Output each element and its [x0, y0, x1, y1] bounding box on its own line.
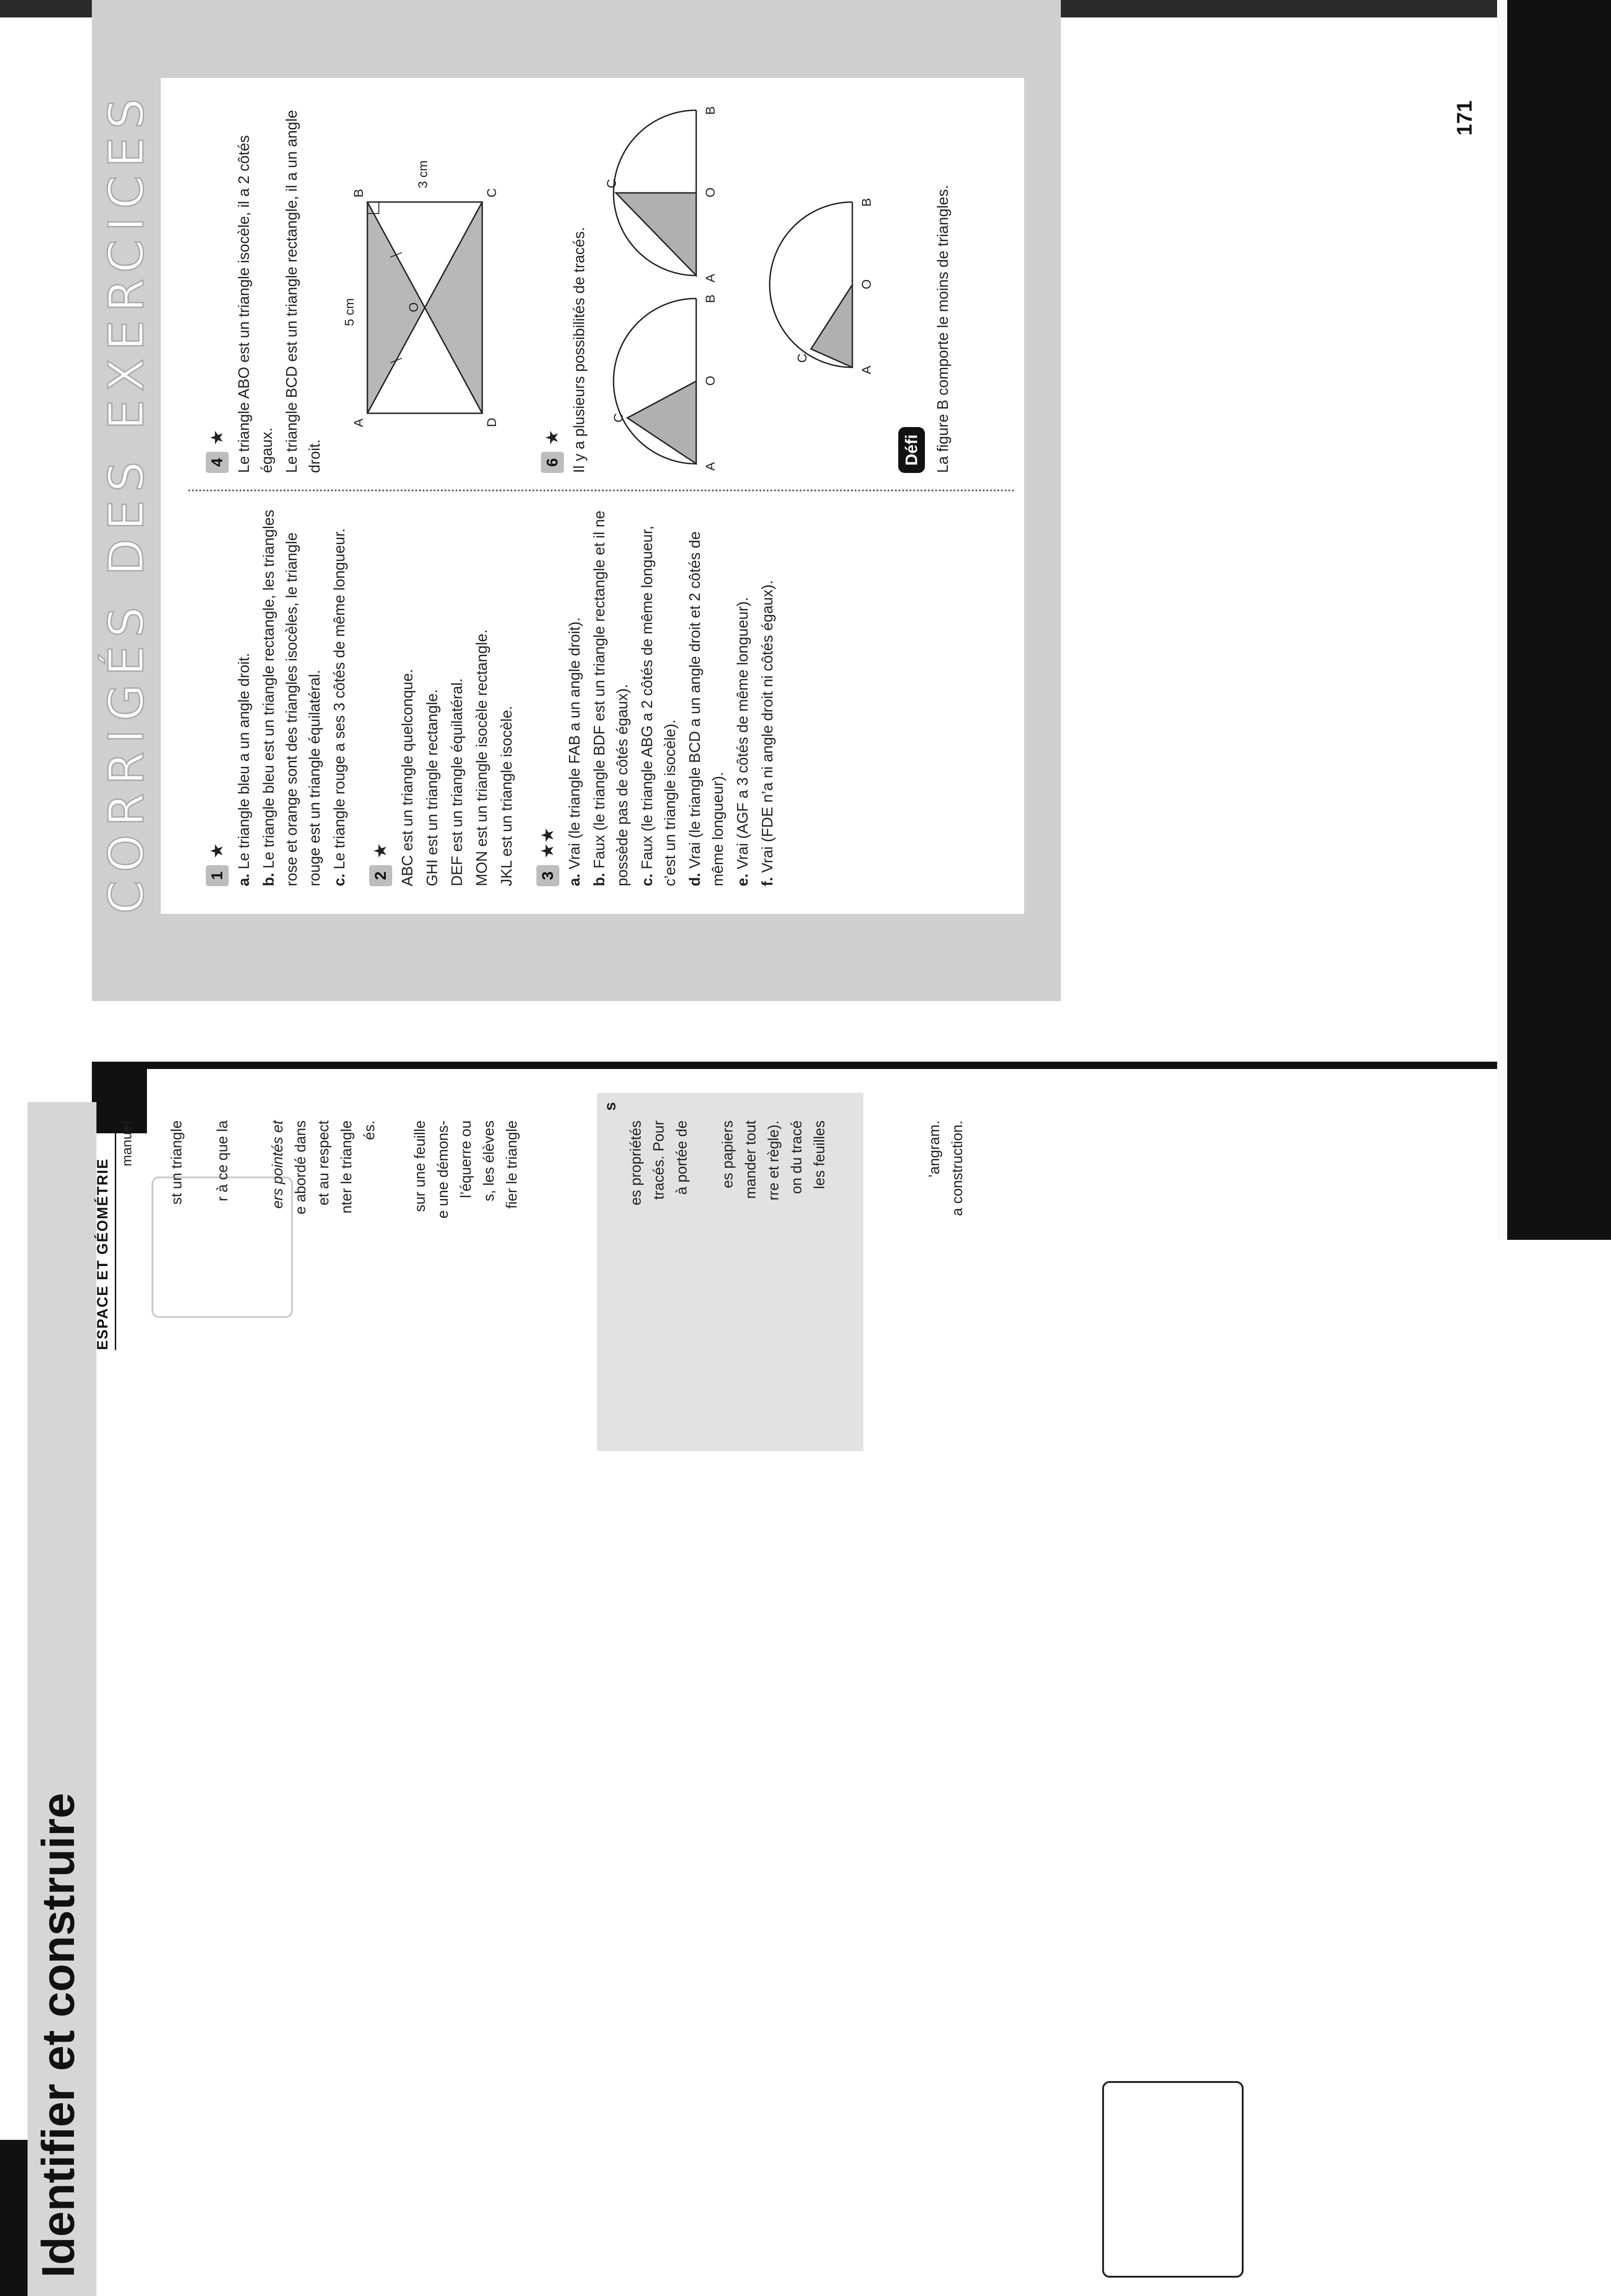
answer-tag: a.: [235, 873, 252, 886]
difficulty-stars: ★: [208, 843, 227, 859]
exercise-header: [541, 96, 564, 473]
answer-line: Le triangle BCD est un triangle rectangle, il a un angle droit.: [283, 110, 323, 473]
answer-text: Vrai (le triangle BCD a un angle droit et 2 côtés de même longueur).: [686, 531, 726, 886]
label-o: O: [703, 376, 717, 386]
exercise-header: [206, 510, 229, 886]
label-b: B: [859, 198, 873, 207]
defi-section: [880, 96, 954, 473]
lesson-fragment: és.: [361, 1120, 377, 1140]
answer-line: ABC est un triangle quelconque.: [399, 669, 416, 886]
answer-line: MON est un triangle isocèle rectangle.: [473, 629, 490, 886]
label-b: B: [703, 294, 717, 303]
answer-tag: d.: [686, 872, 703, 886]
triangle-aoc-3: [811, 285, 852, 367]
label-o: O: [406, 302, 421, 312]
exercise-number: 2: [369, 865, 392, 886]
answer-text: Vrai (le triangle FAB a un angle droit).: [566, 617, 583, 870]
lesson-fragment: nter le triangle: [338, 1120, 355, 1214]
label-a: A: [859, 366, 873, 374]
answer-line: [563, 510, 586, 886]
answer-tag: b.: [591, 872, 608, 886]
answer-text: Faux (le triangle ABG a 2 côtés de même longueur, c’est un triangle isocèle).: [638, 525, 678, 886]
exercise-2: [369, 510, 518, 886]
answers-title: CORRIGÉS DES EXERCICES: [98, 90, 154, 914]
lesson-fragment: sur une feuille: [411, 1120, 428, 1212]
answer-text: Vrai (AGF a 3 côtés de même longueur).: [734, 597, 751, 870]
answer-text: Faux (le triangle BDF est un triangle rectangle et il ne possède pas de côtés égaux).: [591, 510, 631, 886]
label-c: C: [611, 413, 625, 422]
label-a: A: [351, 418, 366, 427]
lesson-fragment: e une démons-: [434, 1120, 451, 1219]
semicircle-figures: [595, 96, 880, 473]
answer-line: [683, 510, 729, 886]
lesson-fragment: ers pointés et: [269, 1120, 286, 1209]
triangle-aoc-2: [616, 193, 696, 276]
exercise-6: [541, 96, 880, 473]
answer-tag: c.: [331, 873, 348, 886]
label-a: A: [703, 462, 717, 471]
lesson-manuel: manuel: [119, 1121, 135, 1166]
lesson-fragment: fier le triangle: [503, 1120, 520, 1209]
exercise-4: [206, 96, 524, 473]
label-a: A: [703, 274, 717, 282]
answers-left-column: [188, 510, 781, 886]
lesson-fragment: s, les élèves: [480, 1120, 497, 1202]
answer-line: [588, 510, 634, 886]
lesson-fragment: l’équerre ou: [457, 1120, 474, 1198]
answer-text: Le triangle bleu a un angle droit.: [235, 653, 252, 870]
answer-text: Vrai (FDE n’a ni angle droit ni côtés égaux).: [759, 580, 776, 873]
answer-line: [257, 510, 326, 886]
exercise-header: [369, 510, 392, 886]
lesson-box-fragment: es propriétés: [627, 1120, 644, 1205]
shaded-triangle-bottom: [425, 202, 482, 413]
answer-line: DEF est un triangle équilatéral.: [448, 678, 465, 886]
lesson-fragment: e abordé dans: [292, 1120, 309, 1215]
height-label: 3 cm: [416, 160, 430, 188]
exercise-3: [536, 510, 779, 886]
label-o: O: [859, 279, 873, 289]
difficulty-stars: ★: [371, 843, 390, 859]
defi-answer: La figure B comporte le moins de triangles.: [934, 185, 951, 473]
lesson-fragment: r à ce que la: [214, 1120, 231, 1202]
width-label: 5 cm: [342, 298, 356, 326]
column-divider: [188, 490, 1015, 491]
answer-line: [636, 510, 682, 886]
book-fold-line: [92, 1062, 1497, 1069]
answer-tag: b.: [260, 872, 277, 886]
answer-line: [756, 510, 779, 886]
exercise-header: [536, 510, 559, 886]
answer-tag: f.: [759, 877, 776, 886]
lesson-page: [28, 1102, 1084, 2296]
label-b: B: [703, 106, 717, 115]
answer-tag: a.: [566, 873, 583, 886]
lesson-rule: [115, 1102, 116, 1350]
lesson-tail-fragment: ’angram.: [926, 1120, 942, 1178]
answer-text: Le triangle rouge a ses 3 côtés de même longueur.: [331, 528, 348, 870]
answer-tag: e.: [734, 873, 751, 886]
lesson-frame-bottom: [1102, 2081, 1244, 2278]
page-number: 171: [1452, 100, 1476, 136]
lesson-box-fragment: es papiers: [719, 1120, 736, 1188]
answer-line: [328, 510, 351, 886]
answer-line: [232, 510, 255, 886]
defi-badge: Défi: [898, 427, 925, 473]
answer-text: Le triangle bleu est un triangle rectangle, les triangles rose et orange sont des triangles isocèles, le triangle rouge est un triangle équilatéral.: [260, 510, 323, 886]
answer-line: GHI est un triangle rectangle.: [423, 689, 440, 886]
lesson-box-heading: s: [602, 1102, 619, 1111]
label-c: C: [795, 353, 809, 363]
label-c: C: [604, 179, 619, 188]
scan-right-edge: [1502, 0, 1611, 1240]
lesson-title: Identifier et construire: [33, 1793, 84, 2278]
exercise-number: 4: [206, 452, 229, 473]
exercise-header: [206, 96, 229, 473]
lesson-box-fragment: tracés. Pour: [650, 1120, 667, 1200]
exercise-number: 3: [536, 865, 559, 886]
lesson-fragment: et au respect: [315, 1120, 332, 1205]
difficulty-stars: ★★: [538, 827, 558, 859]
lesson-box-fragment: les feuilles: [811, 1120, 828, 1189]
lesson-box-fragment: mander tout: [742, 1120, 759, 1199]
answers-page: [92, 0, 1061, 1001]
label-o: O: [703, 187, 717, 197]
answers-right-column: [188, 96, 956, 473]
lesson-tail-fragment: a construction.: [949, 1120, 965, 1216]
lesson-fragment: st un triangle: [168, 1120, 185, 1205]
difficulty-stars: ★: [208, 429, 227, 445]
answer-line: Le triangle ABO est un triangle isocèle, il a 2 côtés égaux.: [235, 135, 275, 473]
lesson-section: ESPACE ET GÉOMÉTRIE: [94, 1158, 111, 1350]
lesson-box-fragment: à portée de: [673, 1120, 690, 1195]
lesson-box-fragment: on du tracé: [788, 1120, 805, 1194]
label-d: D: [484, 417, 499, 427]
exercise-number: 1: [206, 865, 229, 886]
exercise-1: [206, 510, 351, 886]
answer-tag: c.: [638, 873, 655, 886]
triangle-aoc-1: [627, 381, 696, 464]
label-b: B: [351, 189, 366, 197]
answer-line: Il y a plusieurs possibilités de tracés.: [570, 227, 587, 473]
lesson-box-fragment: rre et règle).: [765, 1120, 782, 1201]
label-c: C: [484, 188, 499, 197]
rectangle-figure: [331, 106, 524, 473]
exercise-number: 6: [541, 452, 564, 473]
difficulty-stars: ★: [543, 429, 562, 445]
answer-line: JKL est un triangle isocèle.: [498, 705, 515, 886]
scan-page-edge: [1497, 0, 1507, 1240]
answer-line: [731, 510, 754, 886]
